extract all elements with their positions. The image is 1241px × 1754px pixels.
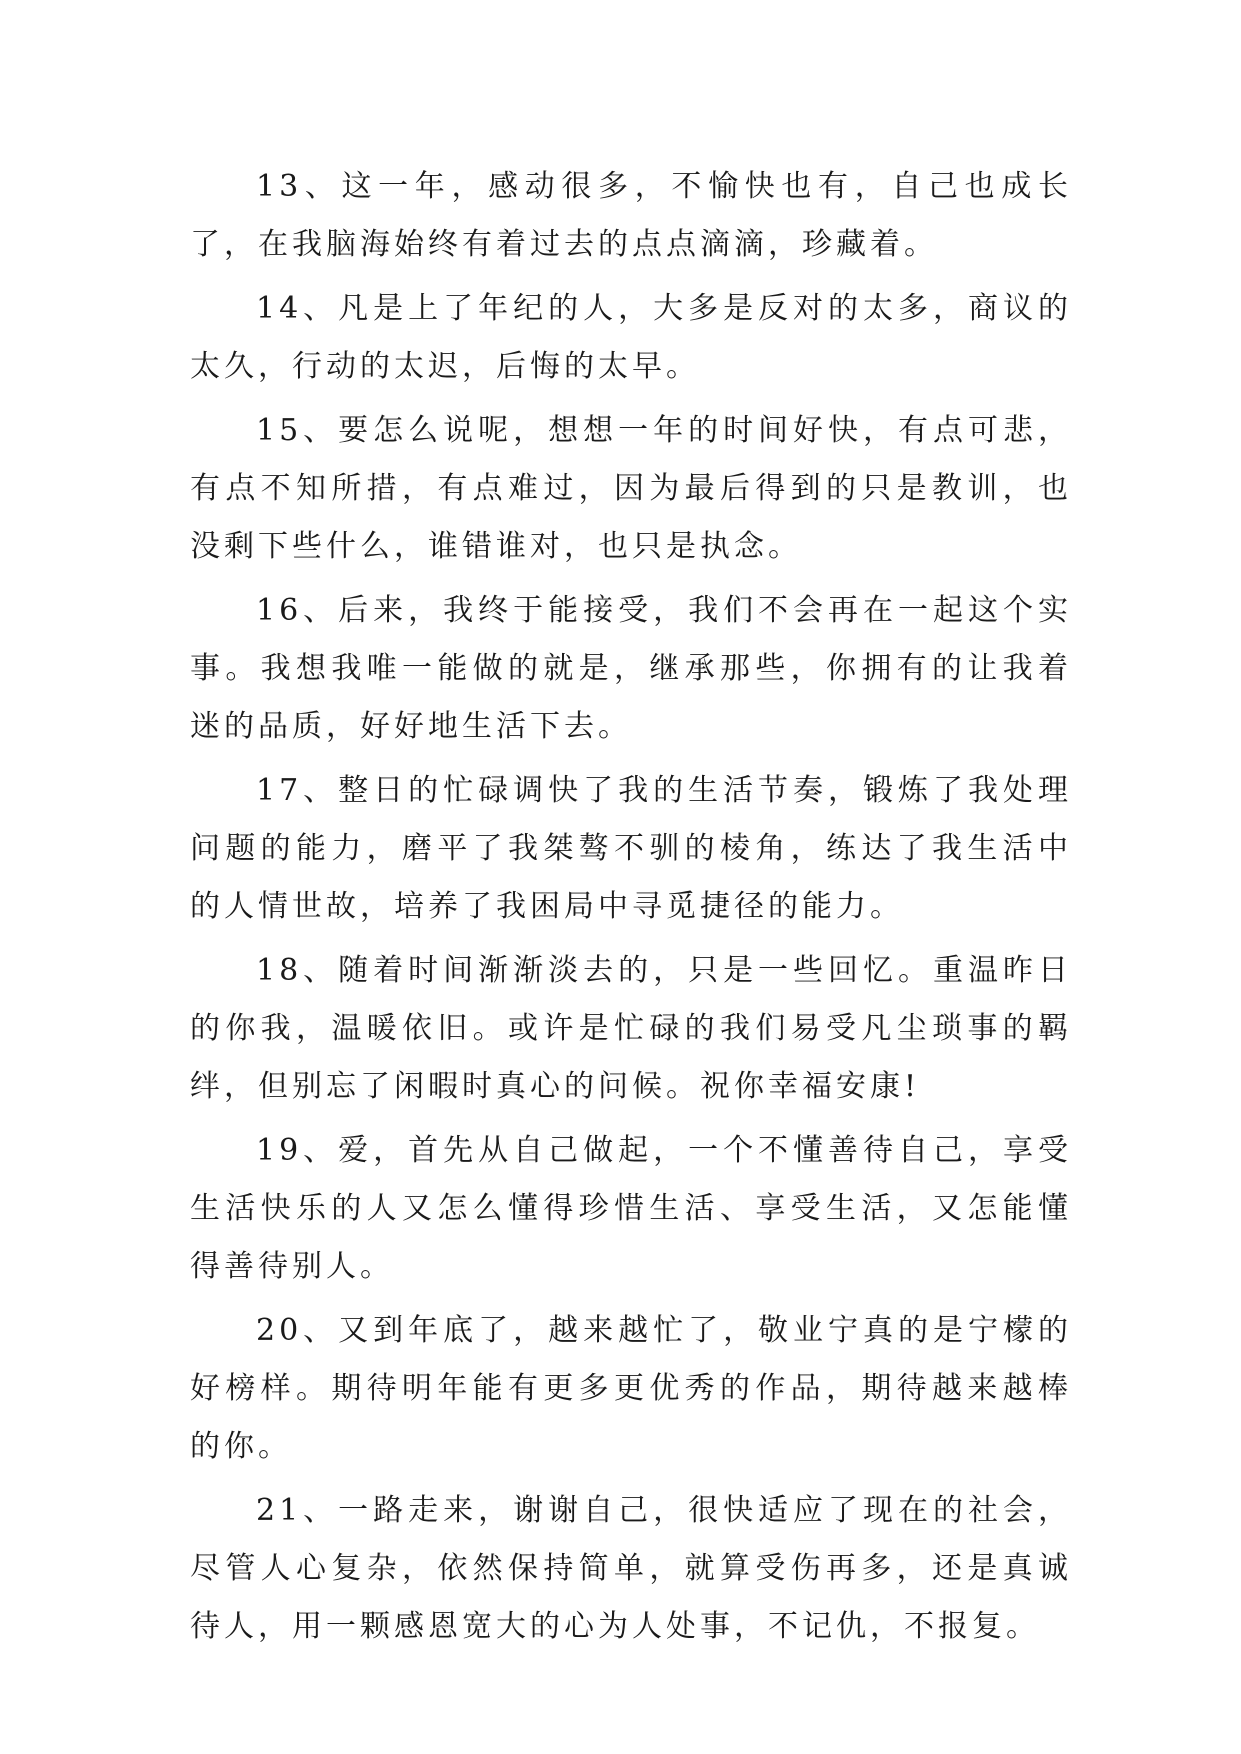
paragraph-21: 21、一路走来，谢谢自己，很快适应了现在的社会，尽管人心复杂，依然保持简单，就算受伤再多，还是真诚待人，用一颗感恩宽大的心为人处事，不记仇，不报复。	[190, 1493, 1072, 1644]
paragraph-16: 16、后来，我终于能接受，我们不会再在一起这个实事。我想我唯一能做的就是，继承那些，你拥有的让我着迷的品质，好好地生活下去。	[190, 593, 1072, 744]
document-body	[190, 158, 1072, 1662]
paragraph-20: 20、又到年底了，越来越忙了，敬业宁真的是宁檬的好榜样。期待明年能有更多更优秀的作品，期待越来越棒的你。	[190, 1313, 1072, 1464]
paragraph-19: 19、爱，首先从自己做起，一个不懂善待自己，享受生活快乐的人又怎么懂得珍惜生活、享受生活，又怎能懂得善待别人。	[190, 1133, 1072, 1284]
paragraph-18: 18、随着时间渐渐淡去的，只是一些回忆。重温昨日的你我，温暖依旧。或许是忙碌的我们易受凡尘琐事的羁绊，但别忘了闲暇时真心的问候。祝你幸福安康!	[190, 953, 1072, 1104]
paragraph-14: 14、凡是上了年纪的人，大多是反对的太多，商议的太久，行动的太迟，后悔的太早。	[190, 291, 1072, 384]
paragraph-13: 13、这一年，感动很多，不愉快也有，自己也成长了，在我脑海始终有着过去的点点滴滴，珍藏着。	[190, 169, 1072, 262]
paragraph-17: 17、整日的忙碌调快了我的生活节奏，锻炼了我处理问题的能力，磨平了我桀骜不驯的棱角，练达了我生活中的人情世故，培养了我困局中寻觅捷径的能力。	[190, 773, 1072, 924]
paragraph-15: 15、要怎么说呢，想想一年的时间好快，有点可悲，有点不知所措，有点难过，因为最后得到的只是教训，也没剩下些什么，谁错谁对，也只是执念。	[190, 413, 1072, 564]
